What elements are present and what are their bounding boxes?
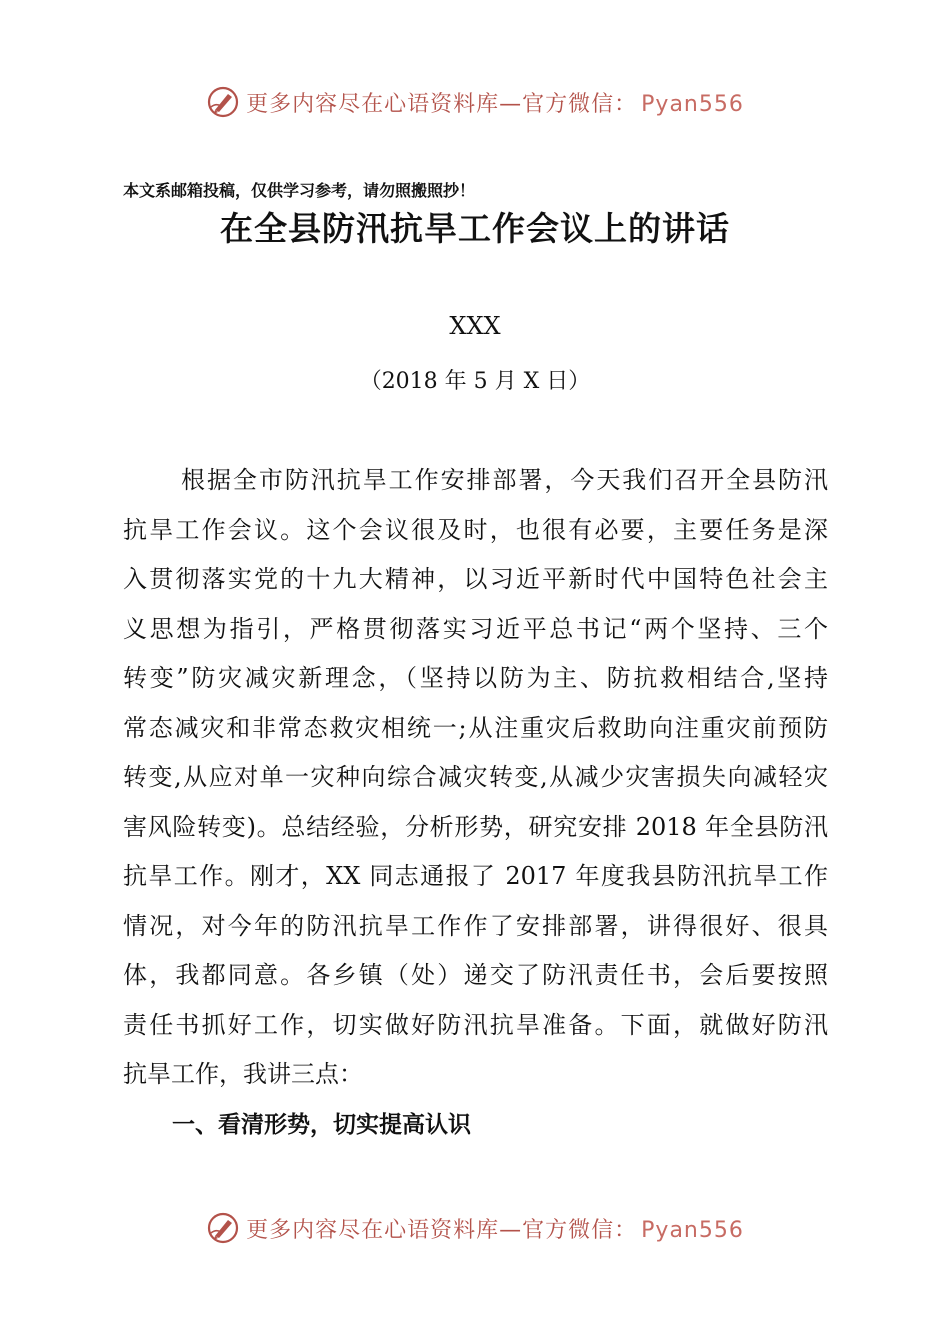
pen-logo-icon (206, 85, 240, 119)
pen-logo-icon (206, 1211, 240, 1245)
banner-slogan: 更多内容尽在心语资料库—官方微信： (246, 91, 638, 117)
banner-wechat-id: Pyan556 (641, 1217, 744, 1243)
header-banner (0, 80, 950, 124)
paragraph-line: 抗旱工作会议。这个会议很及时，也很有必要，主要任务是深 (123, 515, 828, 544)
banner-text (246, 1213, 744, 1244)
paragraph-line: 转变,从应对单一灾种向综合减灾转变,从减少灾害损失向减轻灾 (123, 763, 828, 791)
paragraph-line: 转变”防灾减灾新理念，（坚持以防为主、防抗救相结合,坚持 (123, 664, 828, 692)
paragraph-line: 责任书抓好工作，切实做好防汛抗旱准备。下面，就做好防汛 (123, 1010, 828, 1039)
banner-slogan: 更多内容尽在心语资料库—官方微信： (246, 1217, 638, 1243)
paragraph-line: 常态减灾和非常态救灾相统一;从注重灾后救助向注重灾前预防 (123, 713, 828, 742)
speech-date: （2018 年 5 月 X 日） (359, 369, 591, 394)
paragraph-line: 情况，对今年的防汛抗旱工作作了安排部署，讲得很好、很具 (123, 911, 828, 940)
body-paragraph (123, 456, 828, 1100)
paragraph-line: 义思想为指引，严格贯彻落实习近平总书记“两个坚持、三个 (123, 614, 828, 643)
footer-banner (0, 1206, 950, 1250)
paragraph-line: 入贯彻落实党的十九大精神，以习近平新时代中国特色社会主 (123, 565, 828, 593)
submission-notice: 本文系邮箱投稿，仅供学习参考，请勿照搬照抄！ (123, 181, 476, 200)
banner-text (246, 87, 744, 118)
banner-wechat-id: Pyan556 (641, 91, 744, 117)
paragraph-line: 害风险转变)。总结经验，分析形势，研究安排 2018 年全县防汛 (123, 812, 828, 841)
document-title: 在全县防汛抗旱工作会议上的讲话 (220, 209, 730, 248)
paragraph-line: 根据全市防汛抗旱工作安排部署，今天我们召开全县防汛 (181, 466, 828, 494)
section-heading: 一、看清形势，切实提高认识 (172, 1112, 471, 1138)
paragraph-line: 体，我都同意。各乡镇（处）递交了防汛责任书，会后要按照 (123, 961, 828, 989)
paragraph-line: 抗旱工作，我讲三点： (123, 1060, 363, 1088)
paragraph-line: 抗旱工作。刚才，XX 同志通报了 2017 年度我县防汛抗旱工作 (123, 862, 828, 890)
author-name: XXX (449, 312, 501, 340)
